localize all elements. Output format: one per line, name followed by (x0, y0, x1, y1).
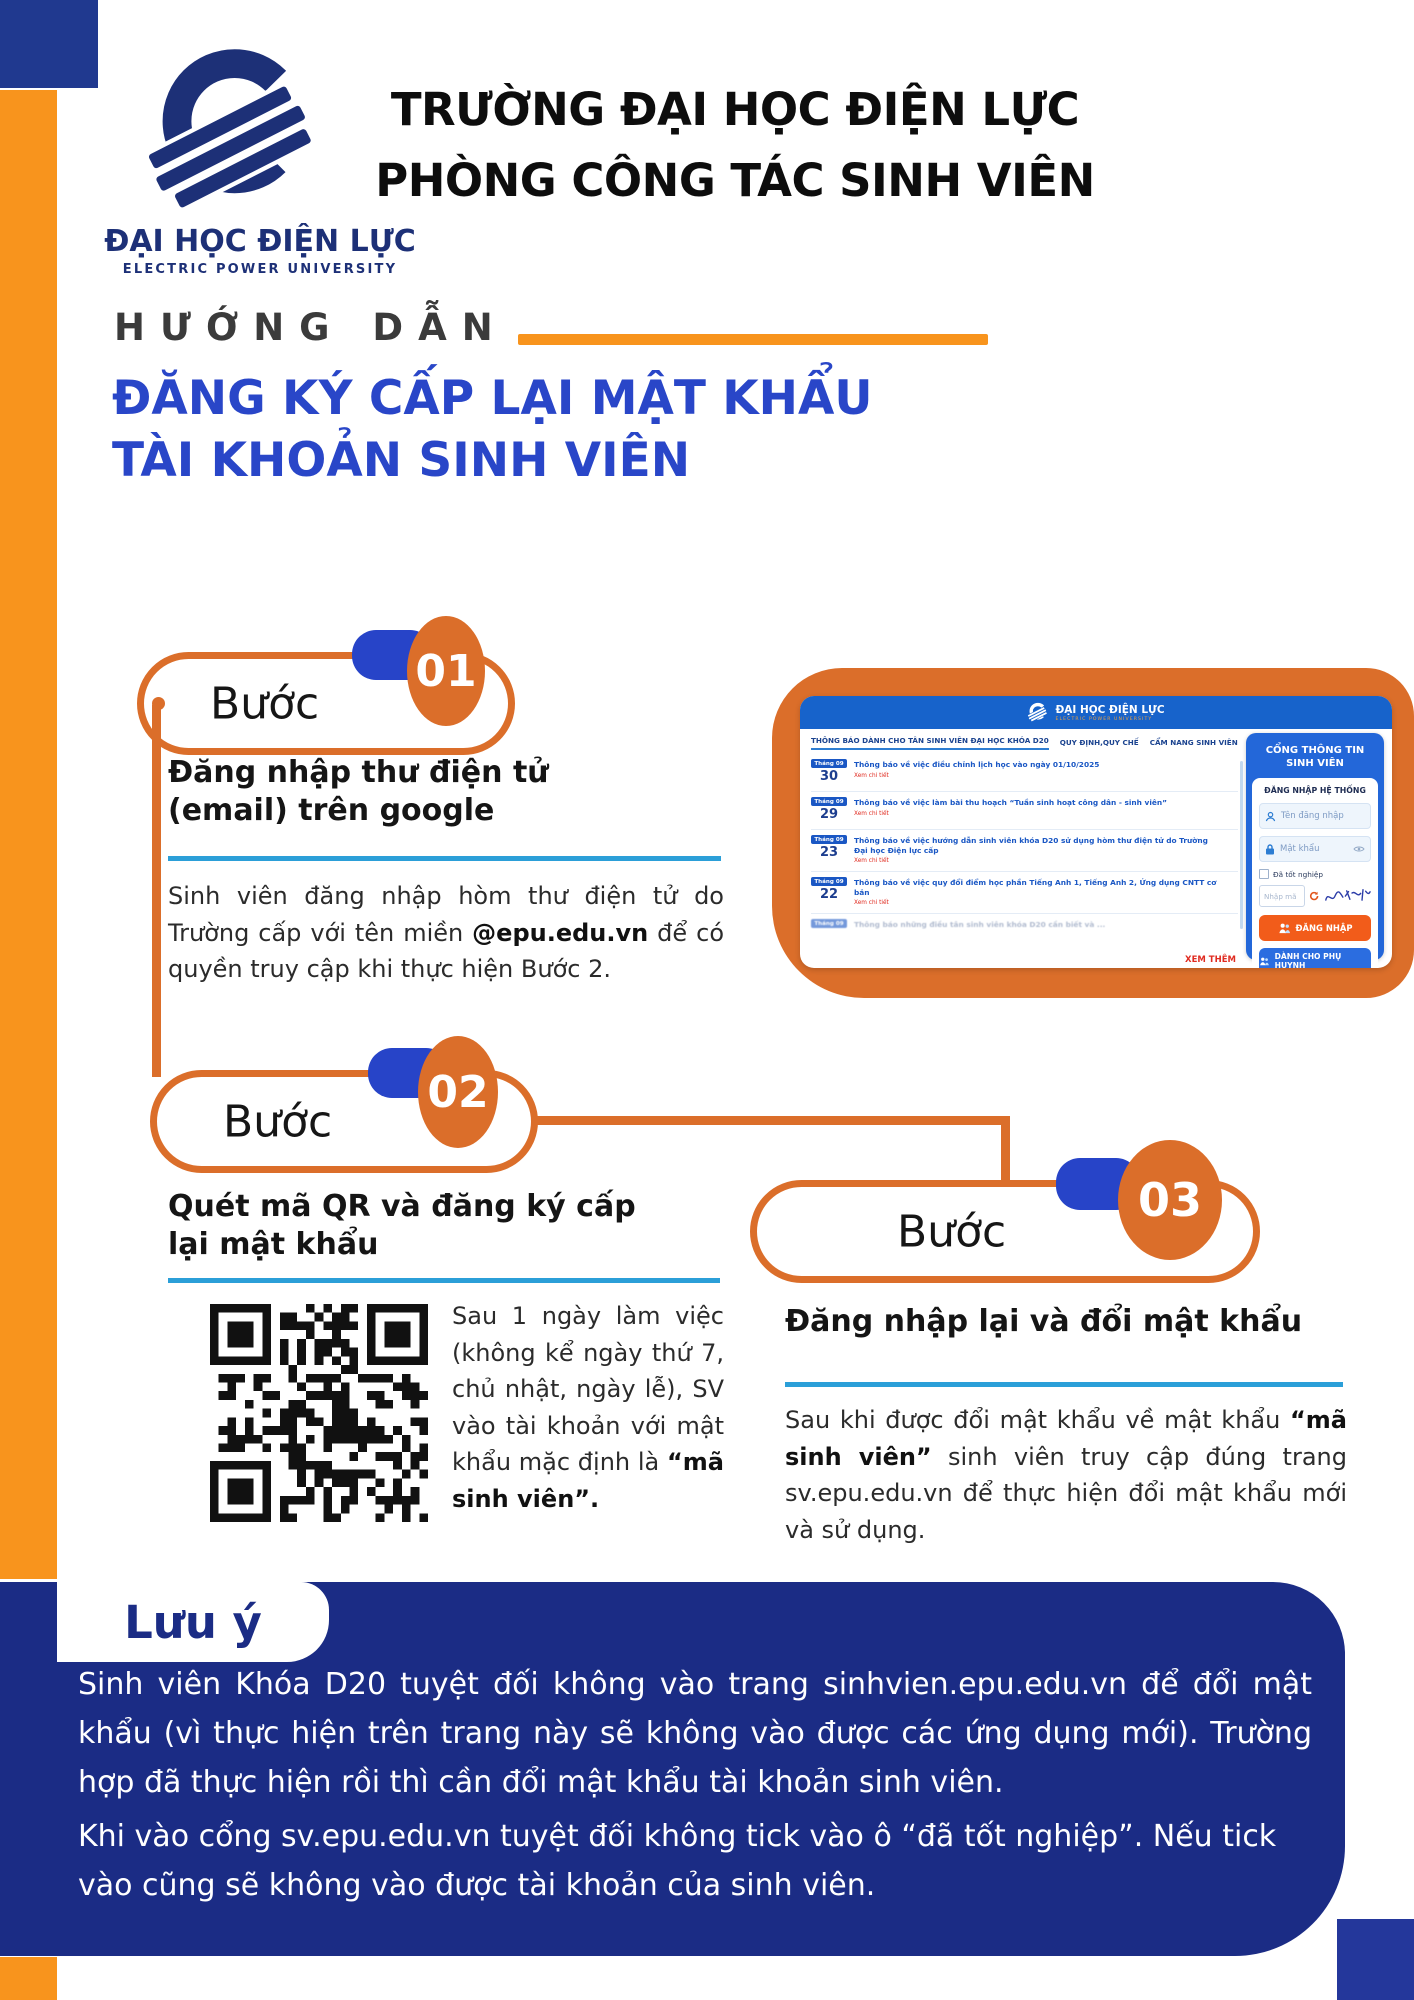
eye-icon[interactable] (1353, 845, 1365, 853)
step2-underline (168, 1278, 720, 1283)
note-label: Lưu ý (124, 1595, 262, 1649)
news-row-partial (811, 914, 1238, 939)
note-tab (57, 1582, 329, 1662)
news-row (811, 872, 1238, 914)
parent-button[interactable] (1259, 948, 1371, 968)
login-button-icon (1278, 922, 1291, 935)
news-day: 29 (819, 807, 839, 822)
news-month-badge: Tháng 09 (811, 797, 847, 806)
news-detail-link[interactable]: Xem chi tiết (854, 900, 889, 906)
news-scrollbar[interactable] (1240, 761, 1243, 929)
login-button-label: ĐĂNG NHẬP (1295, 923, 1353, 933)
graduated-label: Đã tốt nghiệp (1273, 869, 1323, 879)
portal-body (800, 729, 1392, 968)
portal-tabs (811, 736, 1238, 750)
step2-heading: Quét mã QR và đăng ký cấp lại mật khẩu (168, 1189, 636, 1262)
step1-body (168, 878, 724, 988)
step1-heading: Đăng nhập thư điện tử (email) trên google (168, 755, 549, 828)
user-icon (1265, 811, 1276, 822)
note-paragraph-1: Sinh viên Khóa D20 tuyệt đối không vào trang sinhvien.epu.edu.vn để đổi mật khẩu (vì thực hiện trên trang này sẽ không vào được các ứng dụng mới). Trường hợp đã thực hiện rồi thì cần đổi mật khẩu tài khoản sinh viên. (78, 1667, 1312, 1800)
step1-body-pre: Sinh viên đăng nhập hòm thư điện tử do Trường cấp với tên miền (168, 882, 724, 947)
step2-pill-label: Bước (223, 1096, 333, 1147)
news-list (811, 754, 1238, 939)
login-button[interactable] (1259, 915, 1371, 941)
step3-body-bold: “mã sinh viên” (785, 1406, 1347, 1471)
kicker-rule (518, 334, 988, 345)
org-header (340, 74, 1130, 216)
news-row (811, 830, 1238, 872)
left-orange-bar (0, 90, 57, 1579)
step3-underline (785, 1382, 1343, 1387)
parent-button-icon (1259, 956, 1270, 967)
portal-logo-icon (1027, 702, 1048, 723)
news-title-link[interactable]: Thông báo những điều tân sinh viên khóa D20 cần biết và ... (854, 920, 1106, 929)
step3-badge-number: 03 (1118, 1140, 1222, 1260)
step3-body-post: sinh viên truy cập đúng trang sv.epu.edu.vn để thực hiện đổi mật khẩu mới và sử dụng. (785, 1442, 1347, 1544)
org-line-2: PHÒNG CÔNG TÁC SINH VIÊN (375, 154, 1095, 207)
news-title-link[interactable]: Thông báo về việc quy đổi điểm học phần Tiếng Anh 1, Tiếng Anh 2, Ứng dụng CNTT cơ bản (854, 878, 1217, 897)
captcha-input[interactable] (1259, 885, 1305, 907)
news-date (811, 919, 847, 932)
news-day: 23 (819, 845, 839, 860)
portal-sidebar (1246, 729, 1392, 968)
news-row (811, 792, 1238, 830)
step2-body (452, 1298, 724, 1517)
tab-quy-dinh[interactable]: QUY ĐỊNH,QUY CHẾ (1059, 738, 1139, 747)
step1-badge-number: 01 (407, 616, 485, 726)
news-title-link[interactable]: Thông báo về việc làm bài thu hoạch “Tuần sinh hoạt công dân - sinh viên” (854, 798, 1167, 807)
username-placeholder: Tên đăng nhập (1281, 811, 1344, 821)
corner-square-top-left (0, 0, 98, 88)
corner-square-bottom-right (1337, 1919, 1414, 2000)
portal-logo-vi: ĐẠI HỌC ĐIỆN LỰC (1055, 703, 1165, 716)
connector-step2-step3-horizontal (534, 1116, 1010, 1125)
portal-logo-en: ELECTRIC POWER UNIVERSITY (1055, 716, 1153, 722)
logo-wordmark-en: ELECTRIC POWER UNIVERSITY (122, 262, 398, 277)
news-title-link[interactable]: Thông báo về việc hướng dẫn sinh viên khóa D20 sử dụng hòm thư điện tử do Trường Đại học Điện lực cấp (854, 836, 1208, 855)
news-title-link[interactable]: Thông báo về việc điều chỉnh lịch học vào ngày 01/10/2025 (854, 760, 1100, 769)
epu-logo-icon (136, 42, 326, 222)
step1-underline (168, 856, 721, 861)
graduated-checkbox[interactable] (1259, 869, 1269, 879)
news-day: 30 (819, 769, 839, 784)
tab-thong-bao[interactable]: THÔNG BÁO DÀNH CHO TÂN SINH VIÊN ĐẠI HỌC KHÓA D20 (811, 736, 1049, 750)
qr-code (210, 1304, 428, 1522)
login-header: ĐĂNG NHẬP HỆ THỐNG (1264, 786, 1366, 795)
left-orange-bar-bottom (0, 1957, 57, 2000)
step1-body-bold: @epu.edu.vn (472, 918, 649, 947)
news-detail-link[interactable]: Xem chi tiết (854, 810, 889, 817)
step1-pill-dot (152, 697, 165, 710)
lock-icon (1265, 844, 1275, 855)
org-line-1: TRƯỜNG ĐẠI HỌC ĐIỆN LỰC (390, 83, 1080, 136)
step3-body-pre: Sau khi được đổi mật khẩu về mật khẩu (785, 1406, 1291, 1434)
news-row (811, 754, 1238, 792)
login-panel (1246, 733, 1384, 968)
password-field[interactable] (1259, 836, 1371, 862)
parent-button-label: DÀNH CHO PHỤ HUYNH (1274, 952, 1342, 968)
news-detail-link[interactable]: Xem chi tiết (854, 772, 889, 779)
see-more-link[interactable]: XEM THÊM (1185, 955, 1236, 965)
captcha-image (1323, 887, 1371, 905)
login-card (1252, 778, 1378, 968)
captcha-placeholder: Nhập mã (1264, 891, 1297, 901)
news-date (811, 835, 847, 864)
news-detail-link[interactable]: Xem chi tiết (854, 858, 889, 864)
step3-pill-label: Bước (897, 1206, 1007, 1257)
username-field[interactable] (1259, 803, 1371, 829)
portal-header (800, 696, 1392, 729)
portal-news-area (800, 729, 1246, 968)
portal-title: CỔNG THÔNG TIN SINH VIÊN (1265, 745, 1365, 769)
note-paragraph-2: Khi vào cổng sv.epu.edu.vn tuyệt đối không tick vào ô “đã tốt nghiệp”. Nếu tick vào cũng sẽ không vào được tài khoản của sinh viên. (78, 1819, 1277, 1903)
news-date (811, 797, 847, 822)
step3-body (785, 1402, 1347, 1548)
news-date (811, 877, 847, 906)
captcha-row (1259, 885, 1371, 907)
connector-step2-step3-vertical (1001, 1116, 1010, 1186)
news-month-badge: Tháng 09 (811, 759, 847, 768)
captcha-refresh-icon[interactable] (1309, 890, 1319, 902)
portal-window (800, 696, 1392, 968)
logo-wordmark-vi: ĐẠI HỌC ĐIỆN LỰC (104, 224, 416, 259)
step2-body-bold: “mã sinh viên”. (452, 1448, 724, 1513)
page-title (112, 368, 972, 492)
graduated-checkbox-row (1259, 869, 1371, 879)
step2-badge-number: 02 (418, 1036, 498, 1148)
news-date (811, 759, 847, 784)
kicker: HƯỚNG DẪN (114, 306, 508, 349)
page-title-line-2: TÀI KHOẢN SINH VIÊN (112, 433, 691, 488)
news-month-badge: Tháng 09 (811, 835, 847, 844)
step1-pill-label: Bước (210, 678, 320, 729)
page-title-line-1: ĐĂNG KÝ CẤP LẠI MẬT KHẨU (112, 371, 873, 426)
news-day: 22 (819, 887, 839, 902)
step2-body-pre: Sau 1 ngày làm việc (không kể ngày thứ 7, chủ nhật, ngày lễ), SV vào tài khoản với mật khẩu mặc định là (452, 1302, 724, 1476)
tab-cam-nang[interactable]: CẨM NANG SINH VIÊN (1149, 738, 1238, 747)
step1-body-post: để có quyền truy cập khi thực hiện Bước 2. (168, 918, 725, 983)
news-month-badge: Tháng 09 (811, 919, 847, 928)
step3-heading: Đăng nhập lại và đổi mật khẩu (785, 1304, 1303, 1339)
connector-step1-step2 (152, 705, 161, 1077)
password-placeholder: Mật khẩu (1280, 844, 1320, 854)
news-month-badge: Tháng 09 (811, 877, 847, 886)
